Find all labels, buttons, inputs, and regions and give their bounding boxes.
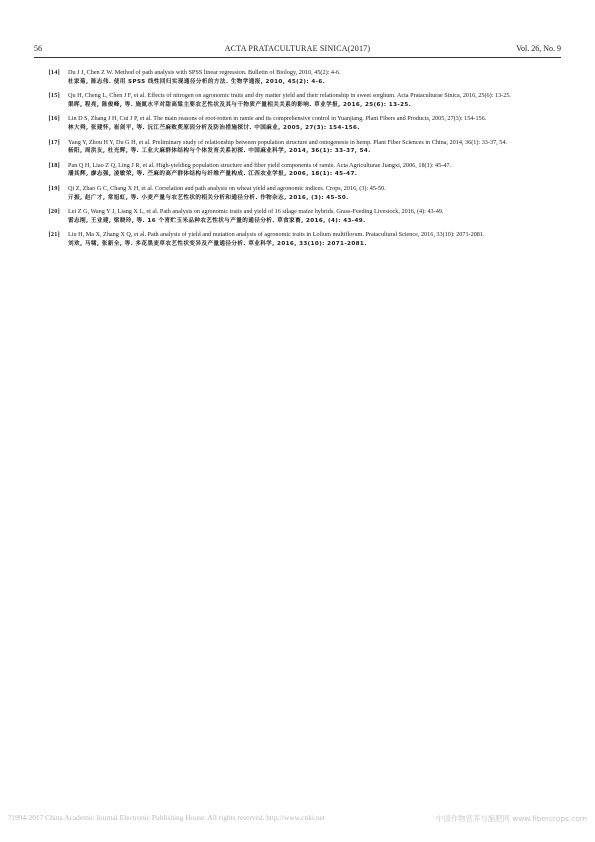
reference-number: [18] [48,161,60,169]
volume-issue: Vol. 26, No. 9 [516,44,561,53]
running-header [34,44,561,56]
reference-number: [16] [48,115,60,123]
reference-chinese: 潘其辉, 廖志强, 凌敏荣, 等. 苎麻的高产群体结构与纤维产量构成. 江西农业学报, 2006, 18(1): 45-47. [68,171,358,178]
reference-number: [20] [48,208,60,216]
reference-chinese: 杨阳, 周洪友, 杜光辉, 等. 工业大麻群体结构与个体发育关系初探. 中国麻业科学, 2014, 36(1): 33-37, 54. [68,148,371,155]
reference-entry [34,138,559,157]
reference-chinese: 杜家菊, 陈志伟. 使用 SPSS 线性回归实现通径分析的方法. 生物学通报, 2010, 45(2): 4-6. [68,78,326,85]
reference-english: Yang Y, Zhou H Y, Du G H, et al. Preliminary study of relationship between population structure and ontogenesis in hemp. Plant Fiber Sciences in China, 2014, 36(1): 33-37, 54. [68,138,507,146]
reference-entry [34,114,559,133]
reference-chinese: 雷志刚, 王业建, 梁晓玲, 等. 16 个青贮玉米品种农艺性状与产量的通径分析. 草食家畜, 2016, (4): 43-49. [68,217,366,224]
reference-entry [34,68,559,87]
reference-entry [34,230,559,249]
reference-english: Pan Q H, Liao Z Q, Ling J R, et al. High-yielding population structure and fiber yield components of ramie. Acta Agriculturae Jiangxi, 2006, 18(1): 45-47. [68,161,452,169]
reference-list [34,68,559,254]
journal-title: ACTA PRATACULTURAE SINICA(2017) [224,44,371,53]
reference-english: Qu H, Cheng L, Chen J F, et al. Effects of nitrogen on agronomic traits and dry matter yield and their relationship in sweet sorghum. Acta Prataculturae Sinica, 2016, 25(6): 13-25. [68,92,511,100]
header-rule [34,57,561,58]
reference-number: [21] [48,231,60,239]
reference-english: Lin D S, Zhang J H, Cui J P, et al. The main reasons of root-rotten in ramie and its comprehensive control in Yuanjiang. Plant Fibers and Products, 2005, 27(3): 154-156. [68,115,487,123]
reference-english: Qi Z, Zhao G C, Chang X H, et al. Correlation and path analysis on wheat yield and agronomic indices. Crops, 2016, (3): 45-50. [68,184,386,192]
reference-entry [34,184,559,203]
reference-number: [15] [48,92,60,100]
reference-chinese: 林大舜, 张建怀, 崔剑平, 等. 沅江苎麻败蔸原因分析及防治措施探讨. 中国麻业, 2005, 27(3): 154-156. [68,124,360,131]
reference-entry [34,207,559,226]
reference-number: [14] [48,69,60,76]
reference-english: Du J J, Chen Z W. Method of path analysis with SPSS linear regression. Bulletin of Biology, 2010, 45(2): 4-6. [68,69,341,76]
reference-number: [19] [48,184,60,192]
site-watermark: 中国作物营养与施肥网 www.fibercrops.com [436,814,587,823]
reference-chinese: 渠晖, 程亮, 陈俊峰, 等. 施氮水平对甜高粱主要农艺性状及其与干物质产量相关关系的影响. 草业学报, 2016, 25(6): 13-25. [68,101,412,108]
reference-english: Lei Z G, Wang Y J, Liang X L, et al. Path analysis on agronomic traits and yield of 16 silage maize hybrids. Grass-Feeding Livestock, 2016, (4): 43-49. [68,208,444,216]
reference-chinese: 亓振, 赵广才, 常旭虹, 等. 小麦产量与农艺性状的相关分析和通径分析. 作物杂志, 2016, (3): 45-50. [68,194,349,201]
reference-entry [34,91,559,110]
reference-number: [17] [48,138,60,146]
reference-entry [34,161,559,180]
copyright-notice: ?1994-2017 China Academic Journal Electronic Publishing House. All rights reserved. http://www.cnki.net [8,813,325,822]
page-number: 56 [34,44,42,53]
reference-english: Liu H, Ma X, Zhang X Q, et al. Path analysis of yield and mutation analysis of agronomic traits in Lolium multiflorum. Pratacultural Science, 2016, 33(10): 2071-2081. [68,231,485,239]
reference-chinese: 刘欢, 马啸, 张新全, 等. 多花黑麦草农艺性状变异及产量通径分析. 草业科学, 2016, 33(10): 2071-2081. [68,240,367,247]
